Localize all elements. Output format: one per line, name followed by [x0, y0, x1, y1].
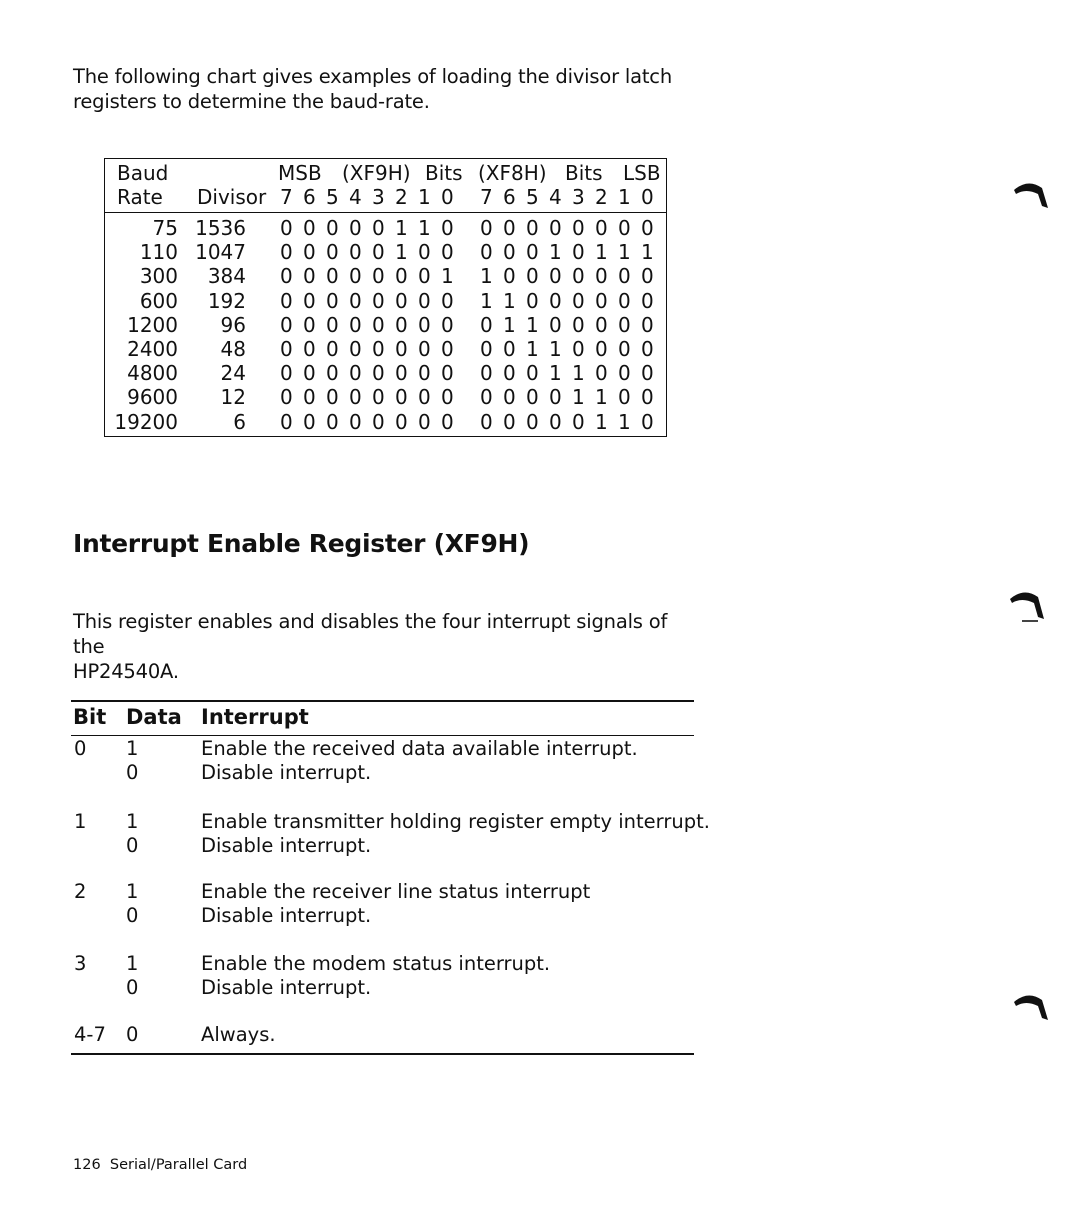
interrupt-description: Disable interrupt. — [201, 834, 372, 857]
lsb-bit-cell: 1 — [480, 264, 493, 289]
lsb-bit-cell: 1 — [526, 312, 539, 337]
msb-bit-cell: 0 — [326, 216, 339, 240]
page-number: 126 — [73, 1157, 101, 1173]
divisor-cell: 6 — [233, 409, 246, 434]
interrupt-description: Disable interrupt. — [201, 904, 372, 927]
description-line-1: This register enables and disables the four interrupt signals of the — [73, 610, 668, 658]
lsb-bit-cell: 0 — [618, 385, 631, 410]
lsb-bit-cell: 1 — [480, 288, 493, 313]
divisor-cell: 48 — [220, 337, 246, 361]
msb-bit-cell: 0 — [349, 240, 362, 265]
lsb-bit-cell: 0 — [618, 264, 631, 289]
header-bit-msb-5: 2 — [395, 185, 408, 209]
lsb-bit-cell: 0 — [480, 216, 493, 240]
header-bit-lsb-7: 0 — [641, 185, 654, 209]
msb-bit-cell: 0 — [349, 312, 362, 337]
msb-bit-cell: 0 — [418, 361, 431, 386]
msb-bit-cell: 0 — [326, 361, 339, 386]
msb-bit-cell: 0 — [326, 312, 339, 337]
header-bits-2: Bits — [565, 161, 603, 185]
msb-bit-cell: 1 — [395, 240, 408, 265]
data-cell: 1 — [126, 952, 139, 975]
msb-bit-cell: 0 — [395, 361, 408, 386]
msb-bit-cell: 0 — [303, 216, 316, 240]
lsb-bit-cell: 0 — [549, 385, 562, 410]
msb-bit-cell: 0 — [280, 337, 293, 361]
msb-bit-cell: 0 — [326, 409, 339, 434]
msb-bit-cell: 0 — [349, 409, 362, 434]
msb-bit-cell: 0 — [395, 409, 408, 434]
msb-bit-cell: 0 — [303, 361, 316, 386]
header-bit-lsb-4: 3 — [572, 185, 585, 209]
divisor-cell: 1536 — [195, 216, 246, 240]
baud-rate-table — [104, 158, 667, 437]
msb-bit-cell: 0 — [303, 312, 316, 337]
lsb-bit-cell: 0 — [618, 361, 631, 386]
msb-bit-cell: 0 — [303, 409, 316, 434]
header-bit-lsb-1: 6 — [503, 185, 516, 209]
msb-bit-cell: 0 — [441, 240, 454, 265]
lsb-bit-cell: 0 — [503, 264, 516, 289]
bit-cell: 2 — [74, 880, 87, 903]
baud-rate-cell: 600 — [139, 288, 178, 313]
msb-bit-cell: 0 — [441, 288, 454, 313]
header-baud: Baud — [117, 161, 169, 185]
intro-line-2: registers to determine the baud-rate. — [73, 90, 430, 113]
header-bit-lsb-3: 4 — [549, 185, 562, 209]
msb-bit-cell: 0 — [418, 312, 431, 337]
lsb-bit-cell: 0 — [503, 385, 516, 410]
header-bit-msb-1: 6 — [303, 185, 316, 209]
registration-mark-1 — [1012, 176, 1052, 210]
lsb-bit-cell: 0 — [572, 409, 585, 434]
baud-rate-cell: 75 — [152, 216, 178, 240]
lsb-bit-cell: 0 — [595, 216, 608, 240]
header-lsb: LSB — [623, 161, 661, 185]
lsb-bit-cell: 0 — [549, 216, 562, 240]
lsb-bit-cell: 0 — [526, 361, 539, 386]
lsb-bit-cell: 0 — [641, 264, 654, 289]
msb-bit-cell: 0 — [280, 216, 293, 240]
lsb-bit-cell: 0 — [641, 385, 654, 410]
msb-bit-cell: 0 — [372, 216, 385, 240]
lsb-bit-cell: 0 — [480, 240, 493, 265]
bit-cell: 4-7 — [74, 1023, 106, 1046]
lsb-bit-cell: 0 — [526, 264, 539, 289]
msb-bit-cell: 0 — [326, 337, 339, 361]
section-name: Serial/Parallel Card — [109, 1157, 248, 1173]
baud-rate-cell: 9600 — [127, 385, 178, 410]
header-bit-lsb-5: 2 — [595, 185, 608, 209]
lsb-bit-cell: 0 — [641, 312, 654, 337]
msb-bit-cell: 0 — [418, 385, 431, 410]
divisor-cell: 96 — [220, 312, 246, 337]
lsb-bit-cell: 0 — [572, 264, 585, 289]
msb-bit-cell: 0 — [303, 385, 316, 410]
header-bits-1: Bits — [425, 161, 463, 185]
divisor-cell: 192 — [207, 288, 246, 313]
data-cell: 1 — [126, 737, 139, 760]
msb-bit-cell: 0 — [395, 312, 408, 337]
lsb-bit-cell: 0 — [503, 361, 516, 386]
lsb-bit-cell: 0 — [503, 240, 516, 265]
lsb-bit-cell: 1 — [618, 240, 631, 265]
data-cell: 0 — [126, 761, 139, 784]
lsb-bit-cell: 0 — [526, 409, 539, 434]
lsb-bit-cell: 0 — [549, 312, 562, 337]
lsb-bit-cell: 1 — [572, 385, 585, 410]
lsb-bit-cell: 0 — [618, 288, 631, 313]
lsb-bit-cell: 1 — [549, 240, 562, 265]
description-line-2: HP24540A. — [73, 660, 179, 683]
intro-line-1: The following chart gives examples of loading the divisor latch — [73, 65, 672, 88]
msb-bit-cell: 0 — [395, 288, 408, 313]
lsb-bit-cell: 0 — [641, 361, 654, 386]
lsb-bit-cell: 0 — [526, 288, 539, 313]
msb-bit-cell: 0 — [280, 288, 293, 313]
interrupt-enable-table — [71, 700, 710, 1056]
data-cell: 0 — [126, 834, 139, 857]
msb-bit-cell: 0 — [441, 312, 454, 337]
description-paragraph — [73, 609, 693, 684]
lsb-bit-cell: 0 — [549, 264, 562, 289]
msb-bit-cell: 0 — [372, 264, 385, 289]
lsb-bit-cell: 1 — [503, 312, 516, 337]
divisor-cell: 24 — [220, 361, 246, 386]
lsb-bit-cell: 0 — [480, 361, 493, 386]
lsb-bit-cell: 0 — [618, 337, 631, 361]
msb-bit-cell: 0 — [303, 337, 316, 361]
lsb-bit-cell: 0 — [572, 216, 585, 240]
lsb-bit-cell: 0 — [480, 409, 493, 434]
header-bit-lsb-2: 5 — [526, 185, 539, 209]
section-heading: Interrupt Enable Register (XF9H) — [73, 529, 530, 558]
lsb-bit-cell: 0 — [641, 409, 654, 434]
header-bit-lsb-0: 7 — [480, 185, 493, 209]
lsb-bit-cell: 1 — [641, 240, 654, 265]
lsb-bit-cell: 0 — [503, 337, 516, 361]
baud-rate-cell: 4800 — [127, 361, 178, 386]
lsb-bit-cell: 0 — [549, 288, 562, 313]
lsb-bit-cell: 0 — [572, 312, 585, 337]
lsb-bit-cell: 0 — [641, 216, 654, 240]
interrupt-description: Enable transmitter holding register empty interrupt. — [201, 810, 710, 833]
msb-bit-cell: 1 — [418, 216, 431, 240]
lsb-bit-cell: 1 — [595, 385, 608, 410]
msb-bit-cell: 0 — [441, 409, 454, 434]
msb-bit-cell: 0 — [280, 264, 293, 289]
lsb-bit-cell: 0 — [480, 312, 493, 337]
baud-rate-cell: 1200 — [127, 312, 178, 337]
data-cell: 0 — [126, 976, 139, 999]
msb-bit-cell: 0 — [441, 361, 454, 386]
bit-cell: 0 — [74, 737, 87, 760]
header-bit-msb-4: 3 — [372, 185, 385, 209]
registration-mark-2 — [1008, 585, 1048, 625]
msb-bit-cell: 0 — [418, 409, 431, 434]
header-bit-lsb-6: 1 — [618, 185, 631, 209]
data-cell: 0 — [126, 904, 139, 927]
msb-bit-cell: 0 — [418, 337, 431, 361]
header-xf8h: (XF8H) — [478, 161, 547, 185]
interrupt-description: Enable the receiver line status interrupt — [201, 880, 591, 903]
msb-bit-cell: 0 — [349, 361, 362, 386]
lsb-bit-cell: 0 — [526, 240, 539, 265]
baud-rate-cell: 110 — [139, 240, 178, 265]
msb-bit-cell: 0 — [326, 385, 339, 410]
lsb-bit-cell: 0 — [503, 409, 516, 434]
header-rate: Rate — [117, 185, 163, 209]
interrupt-description: Enable the received data available interrupt. — [201, 737, 638, 760]
baud-rate-cell: 19200 — [114, 409, 178, 434]
msb-bit-cell: 0 — [441, 216, 454, 240]
msb-bit-cell: 0 — [326, 288, 339, 313]
bit-cell: 1 — [74, 810, 87, 833]
msb-bit-cell: 0 — [349, 288, 362, 313]
header-bit-msb-0: 7 — [280, 185, 293, 209]
msb-bit-cell: 0 — [303, 240, 316, 265]
lsb-bit-cell: 1 — [572, 361, 585, 386]
interrupt-description: Disable interrupt. — [201, 976, 372, 999]
msb-bit-cell: 0 — [349, 385, 362, 410]
lsb-bit-cell: 0 — [618, 216, 631, 240]
msb-bit-cell: 0 — [395, 264, 408, 289]
header-xf9h: (XF9H) — [342, 161, 411, 185]
lsb-bit-cell: 0 — [572, 288, 585, 313]
bit-cell: 3 — [74, 952, 87, 975]
msb-bit-cell: 0 — [326, 264, 339, 289]
interrupt-description: Enable the modem status interrupt. — [201, 952, 551, 975]
msb-bit-cell: 0 — [372, 288, 385, 313]
lsb-bit-cell: 0 — [595, 264, 608, 289]
interrupt-description: Disable interrupt. — [201, 761, 372, 784]
header-divider — [105, 212, 666, 213]
msb-bit-cell: 0 — [372, 361, 385, 386]
msb-bit-cell: 0 — [280, 361, 293, 386]
msb-bit-cell: 0 — [280, 385, 293, 410]
msb-bit-cell: 0 — [349, 337, 362, 361]
divisor-cell: 1047 — [195, 240, 246, 265]
msb-bit-cell: 1 — [395, 216, 408, 240]
header-interrupt: Interrupt — [201, 705, 309, 729]
msb-bit-cell: 0 — [395, 337, 408, 361]
intro-paragraph — [73, 64, 693, 114]
table-header-rule — [71, 735, 694, 736]
msb-bit-cell: 0 — [372, 385, 385, 410]
lsb-bit-cell: 1 — [595, 409, 608, 434]
msb-bit-cell: 0 — [303, 264, 316, 289]
header-bit-msb-3: 4 — [349, 185, 362, 209]
lsb-bit-cell: 0 — [526, 385, 539, 410]
table-top-rule — [71, 700, 694, 702]
msb-bit-cell: 0 — [372, 240, 385, 265]
msb-bit-cell: 0 — [441, 385, 454, 410]
lsb-bit-cell: 0 — [595, 337, 608, 361]
lsb-bit-cell: 0 — [595, 288, 608, 313]
lsb-bit-cell: 0 — [595, 312, 608, 337]
msb-bit-cell: 0 — [349, 264, 362, 289]
page-footer — [73, 1157, 247, 1173]
lsb-bit-cell: 1 — [595, 240, 608, 265]
lsb-bit-cell: 1 — [526, 337, 539, 361]
lsb-bit-cell: 1 — [503, 288, 516, 313]
msb-bit-cell: 0 — [418, 240, 431, 265]
lsb-bit-cell: 0 — [549, 409, 562, 434]
lsb-bit-cell: 0 — [641, 288, 654, 313]
msb-bit-cell: 0 — [372, 337, 385, 361]
msb-bit-cell: 0 — [280, 312, 293, 337]
table-bottom-rule — [71, 1053, 694, 1055]
msb-bit-cell: 0 — [372, 409, 385, 434]
baud-rate-cell: 300 — [139, 264, 178, 289]
lsb-bit-cell: 0 — [618, 312, 631, 337]
divisor-cell: 12 — [220, 385, 246, 410]
header-bit: Bit — [73, 705, 107, 729]
baud-rate-cell: 2400 — [127, 337, 178, 361]
msb-bit-cell: 0 — [418, 288, 431, 313]
lsb-bit-cell: 0 — [572, 240, 585, 265]
msb-bit-cell: 0 — [280, 409, 293, 434]
header-data: Data — [126, 705, 182, 729]
msb-bit-cell: 0 — [326, 240, 339, 265]
header-bit-msb-6: 1 — [418, 185, 431, 209]
lsb-bit-cell: 0 — [572, 337, 585, 361]
header-divisor: Divisor — [197, 185, 267, 209]
msb-bit-cell: 1 — [441, 264, 454, 289]
msb-bit-cell: 0 — [303, 288, 316, 313]
lsb-bit-cell: 0 — [480, 385, 493, 410]
lsb-bit-cell: 0 — [641, 337, 654, 361]
header-msb: MSB — [278, 161, 322, 185]
lsb-bit-cell: 1 — [618, 409, 631, 434]
msb-bit-cell: 0 — [280, 240, 293, 265]
lsb-bit-cell: 0 — [526, 216, 539, 240]
registration-mark-3 — [1012, 988, 1052, 1022]
data-cell: 0 — [126, 1023, 139, 1046]
lsb-bit-cell: 0 — [503, 216, 516, 240]
msb-bit-cell: 0 — [418, 264, 431, 289]
data-cell: 1 — [126, 810, 139, 833]
lsb-bit-cell: 1 — [549, 337, 562, 361]
lsb-bit-cell: 0 — [595, 361, 608, 386]
msb-bit-cell: 0 — [349, 216, 362, 240]
header-bit-msb-7: 0 — [441, 185, 454, 209]
interrupt-description: Always. — [201, 1023, 276, 1046]
msb-bit-cell: 0 — [441, 337, 454, 361]
divisor-cell: 384 — [207, 264, 246, 289]
msb-bit-cell: 0 — [372, 312, 385, 337]
msb-bit-cell: 0 — [395, 385, 408, 410]
lsb-bit-cell: 1 — [549, 361, 562, 386]
lsb-bit-cell: 0 — [480, 337, 493, 361]
header-bit-msb-2: 5 — [326, 185, 339, 209]
data-cell: 1 — [126, 880, 139, 903]
